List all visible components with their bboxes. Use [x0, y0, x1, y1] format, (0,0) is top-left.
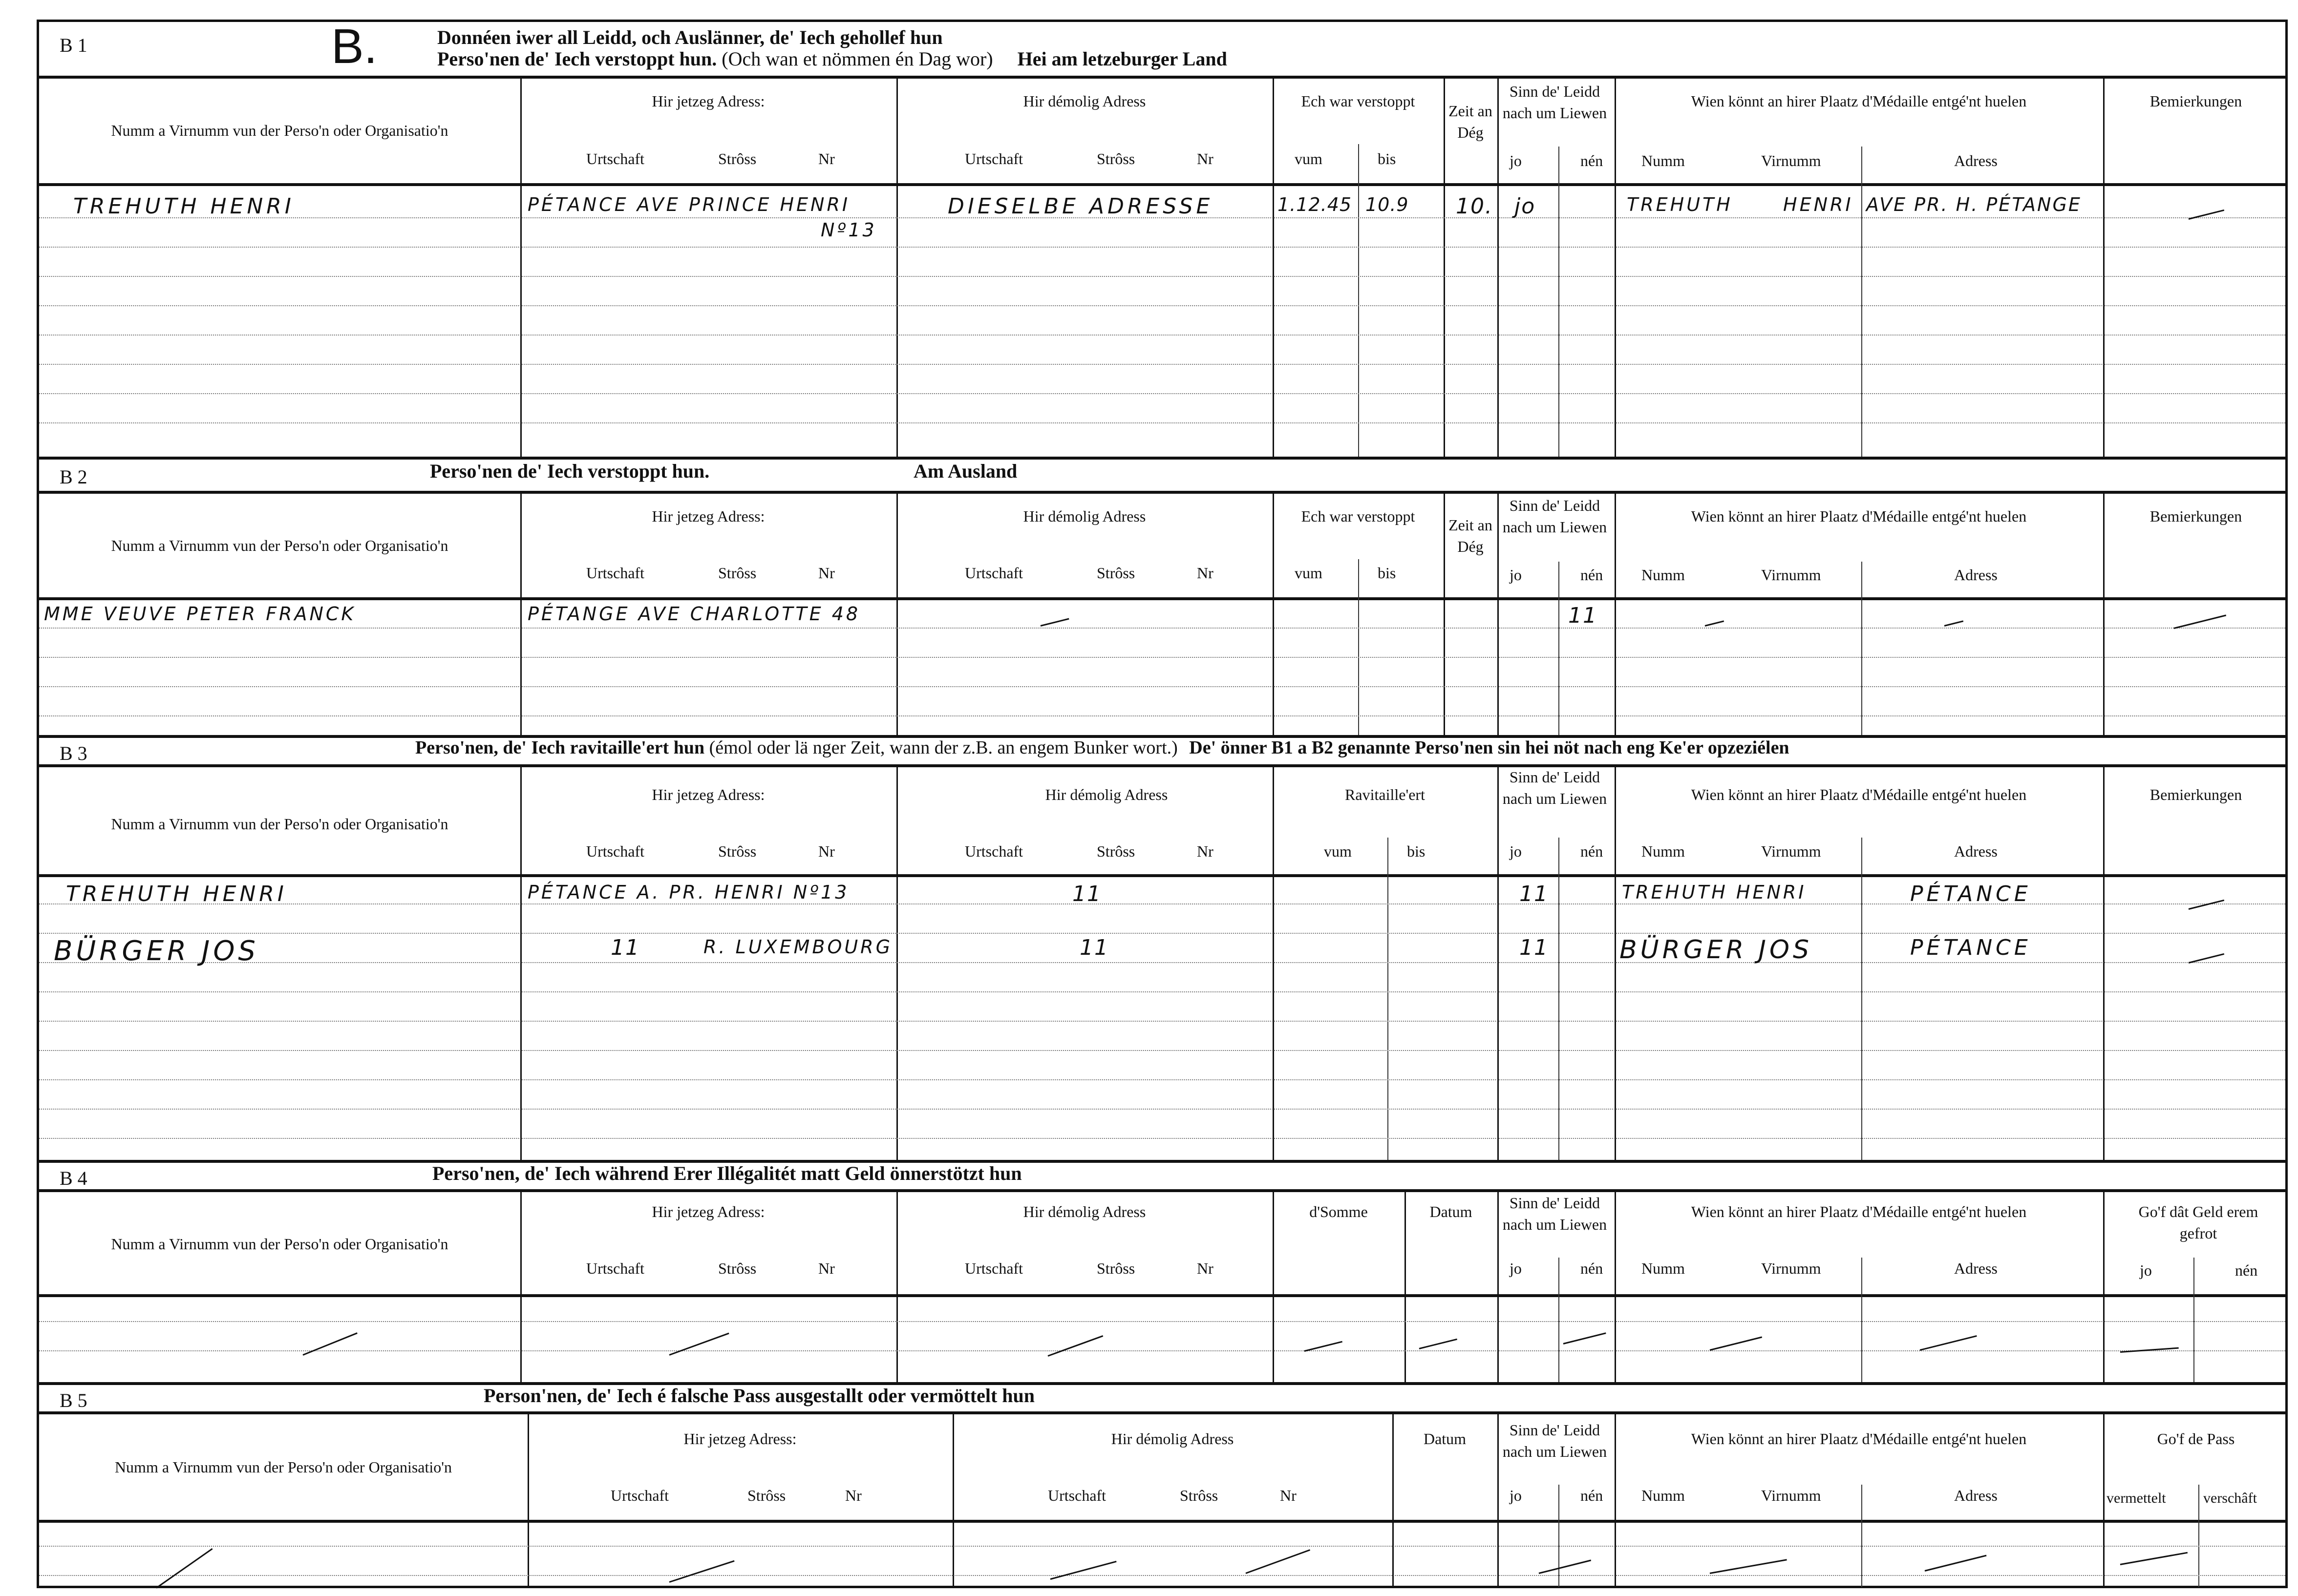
col-pass-given-header: Go'f de Pass [2157, 1430, 2235, 1448]
col-no-header: nén [2235, 1261, 2258, 1279]
cell-current-address-nr: Nº13 [821, 219, 877, 241]
cell-w-name: BÜRGER JOS [1619, 935, 1812, 965]
col-w-first-header: Virnumm [1761, 152, 1821, 169]
col-nr-header: Nr [1197, 564, 1213, 582]
cell-current-address: PÉTANCE A. PR. HENRI Nº13 [528, 882, 850, 903]
section-title: Perso'nen, de' Iech ravitaille'ert hun [415, 737, 705, 758]
col-days-header: Zeit an Dég [1448, 516, 1492, 555]
col-date-header: Datum [1429, 1203, 1472, 1220]
dash-mark [669, 1333, 729, 1356]
col-town-header: Urtschaft [611, 1487, 669, 1504]
dash-mark [1041, 618, 1069, 627]
cell-w-address: AVE PR. H. PÉTANGE [1866, 194, 2082, 215]
col-nr-header: Nr [1197, 150, 1213, 168]
section-title: Perso'nen, de' Iech während Erer Illégalitét matt Geld önnerstötzt hun [432, 1162, 1022, 1184]
section-title: Donnéen iwer all Leidd, och Auslänner, de' Iech gehollef hun [437, 26, 943, 48]
col-name-header: Numm a Virnumm vun der Perso'n oder Organisatio'n [111, 537, 448, 554]
section-title-line2 [437, 47, 1227, 70]
dash-mark [2174, 614, 2226, 629]
cell-name: MME VEUVE PETER FRANCK [44, 603, 356, 625]
col-nr-header: Nr [845, 1487, 862, 1504]
col-yes-header: jo [1510, 1260, 1522, 1277]
col-street-header: Strôss [1097, 842, 1135, 860]
col-street-header: Strôss [718, 150, 757, 168]
col-no-header: nén [1580, 842, 1603, 860]
col-current-address-header: Hir jetzeg Adress: [652, 92, 765, 110]
col-town-header: Urtschaft [1048, 1487, 1106, 1504]
col-w-name-header: Numm [1641, 152, 1685, 169]
col-w-first-header: Virnumm [1761, 1260, 1821, 1277]
col-former-address-header: Hir démolig Adress [1023, 92, 1146, 110]
dash-mark [669, 1560, 735, 1583]
col-supplied-header: Ravitaille'ert [1345, 786, 1425, 803]
col-former-address-header: Hir démolig Adress [1023, 507, 1146, 525]
col-town-header: Urtschaft [586, 150, 645, 168]
col-w-name-header: Numm [1641, 1260, 1685, 1277]
cell-current-address: PÉTANGE AVE CHARLOTTE 48 [528, 603, 861, 625]
col-sum-header: d'Somme [1309, 1203, 1368, 1220]
col-w-address-header: Adress [1954, 566, 1998, 584]
col-alive-header: Sinn de' Leidd nach um Liewen [1502, 768, 1607, 807]
cell-alive-yes: 11 [1519, 935, 1549, 960]
section-id: B 5 [60, 1389, 87, 1411]
col-no-header: nén [1580, 1260, 1603, 1277]
dash-mark [1920, 1335, 1977, 1351]
col-witness-header: Wien könnt an hirer Plaatz d'Médaille entgé'nt huelen [1691, 1430, 2027, 1448]
section-place: Hei am letzeburger Land [1017, 48, 1227, 70]
col-alive-header: Sinn de' Leidd nach um Liewen [1502, 1194, 1607, 1233]
cell-days: 10. [1456, 194, 1493, 219]
section-tail: De' önner B1 a B2 genannte Perso'nen sin hei nöt nach eng Ke'er opzeziélen [1189, 737, 1789, 758]
section-b1 [39, 19, 2285, 457]
col-hidden-header: Ech war verstoppt [1301, 92, 1415, 110]
cell-w-address: PÉTANCE [1910, 882, 2031, 906]
dash-mark [1710, 1336, 1762, 1351]
col-date-header: Datum [1423, 1430, 1467, 1448]
col-w-first-header: Virnumm [1761, 1487, 1821, 1504]
col-w-first-header: Virnumm [1761, 566, 1821, 584]
col-yes-header: jo [1510, 152, 1522, 169]
col-remarks-header: Bemierkungen [2149, 786, 2242, 803]
section-title-line [415, 737, 1789, 758]
section-id: B 4 [60, 1167, 87, 1189]
col-street-header: Strôss [718, 1260, 757, 1277]
cell-w-name: TREHUTH HENRI [1622, 882, 1807, 903]
col-town-header: Urtschaft [965, 564, 1023, 582]
col-street-header: Strôss [1097, 1260, 1135, 1277]
cell-w-first: HENRI [1783, 194, 1853, 215]
col-days-header: Zeit an Dég [1448, 102, 1492, 141]
cell-name: TREHUTH HENRI [66, 882, 287, 906]
dash-mark [1050, 1561, 1117, 1580]
col-current-address-header: Hir jetzeg Adress: [652, 1203, 765, 1220]
col-pass-made-header: verschâft [2203, 1490, 2257, 1506]
cell-former-address: 11 [1080, 935, 1109, 960]
col-from-header: vum [1324, 842, 1352, 860]
section-id: B 2 [60, 466, 87, 488]
col-nr-header: Nr [818, 564, 835, 582]
col-nr-header: Nr [818, 842, 835, 860]
col-to-header: bis [1378, 564, 1396, 582]
col-town-header: Urtschaft [586, 1260, 645, 1277]
dash-mark [1563, 1332, 1606, 1344]
col-yes-header: jo [1510, 842, 1522, 860]
col-witness-header: Wien könnt an hirer Plaatz d'Médaille entgé'nt huelen [1691, 786, 2027, 803]
col-from-header: vum [1295, 150, 1322, 168]
col-nr-header: Nr [818, 1260, 835, 1277]
col-former-address-header: Hir démolig Adress [1023, 1203, 1146, 1220]
dash-mark [1047, 1335, 1103, 1357]
cell-current-address-street: R. LUXEMBOURG [703, 936, 893, 958]
col-witness-header: Wien könnt an hirer Plaatz d'Médaille entgé'nt huelen [1691, 507, 2027, 525]
dash-mark [1419, 1339, 1457, 1349]
dash-mark [1925, 1555, 1987, 1572]
col-nr-header: Nr [1280, 1487, 1297, 1504]
section-id: B 1 [60, 34, 87, 56]
col-no-header: nén [1580, 1487, 1603, 1504]
col-alive-header: Sinn de' Leidd nach um Liewen [1502, 497, 1607, 536]
dash-mark [2120, 1552, 2188, 1565]
cell-from: 1.12.45 [1277, 194, 1352, 215]
col-street-header: Strôss [1097, 150, 1135, 168]
col-current-address-header: Hir jetzeg Adress: [652, 786, 765, 803]
section-b5 [39, 1382, 2285, 1587]
dash-mark [302, 1332, 357, 1356]
col-yes-header: jo [1510, 1487, 1522, 1504]
col-current-address-header: Hir jetzeg Adress: [683, 1430, 797, 1448]
section-id: B 3 [60, 742, 87, 764]
col-money-given-header: Go'f dât Geld erem gefrot [2138, 1203, 2258, 1242]
col-remarks-header: Bemierkungen [2149, 92, 2242, 110]
col-yes-header: jo [2140, 1261, 2152, 1279]
cell-former-address: 11 [1072, 882, 1102, 906]
cell-former-address: DIESELBE ADRESSE [948, 194, 1213, 219]
col-street-header: Strôss [718, 842, 757, 860]
col-w-address-header: Adress [1954, 842, 1998, 860]
col-w-address-header: Adress [1954, 152, 1998, 169]
col-witness-header: Wien könnt an hirer Plaatz d'Médaille entgé'nt huelen [1691, 92, 2027, 110]
cell-current-address-town: 11 [611, 935, 640, 960]
col-nr-header: Nr [1197, 1260, 1213, 1277]
col-nr-header: Nr [1197, 842, 1213, 860]
col-street-header: Strôss [747, 1487, 786, 1504]
col-w-name-header: Numm [1641, 1487, 1685, 1504]
col-w-name-header: Numm [1641, 566, 1685, 584]
dash-mark [1539, 1559, 1591, 1574]
cell-to: 10.9 [1365, 194, 1409, 215]
section-title: Perso'nen de' Iech verstoppt hun. [430, 460, 710, 482]
col-alive-header: Sinn de' Leidd nach um Liewen [1502, 83, 1607, 122]
col-town-header: Urtschaft [965, 842, 1023, 860]
dash-mark [1245, 1549, 1310, 1574]
col-remarks-header: Bemierkungen [2149, 507, 2242, 525]
section-b2 [39, 457, 2285, 735]
dash-mark [156, 1548, 213, 1589]
col-town-header: Urtschaft [965, 1260, 1023, 1277]
col-nr-header: Nr [818, 150, 835, 168]
col-town-header: Urtschaft [586, 842, 645, 860]
col-town-header: Urtschaft [586, 564, 645, 582]
cell-w-name: TREHUTH [1627, 194, 1733, 215]
section-place: Am Ausland [914, 460, 1018, 482]
col-alive-header: Sinn de' Leidd nach um Liewen [1502, 1421, 1607, 1460]
col-hidden-header: Ech war verstoppt [1301, 507, 1415, 525]
cell-current-address: PÉTANCE AVE PRINCE HENRI [528, 194, 851, 215]
dash-mark [1944, 620, 1964, 627]
col-no-header: nén [1580, 152, 1603, 169]
col-former-address-header: Hir démolig Adress [1045, 786, 1168, 803]
col-town-header: Urtschaft [965, 150, 1023, 168]
cell-name: TREHUTH HENRI [73, 194, 295, 219]
col-former-address-header: Hir démolig Adress [1111, 1430, 1234, 1448]
cell-w-address: PÉTANCE [1910, 935, 2031, 960]
col-w-address-header: Adress [1954, 1487, 1998, 1504]
col-current-address-header: Hir jetzeg Adress: [652, 507, 765, 525]
section-note: (émol oder lä nger Zeit, wann der z.B. an engem Bunker wort.) [709, 737, 1178, 758]
cell-alive-yes: jo [1514, 194, 1536, 219]
form-page [37, 20, 2288, 1588]
col-no-header: nén [1580, 566, 1603, 584]
section-title: Person'nen, de' Iech é falsche Pass ausgestallt oder vermöttelt hun [484, 1385, 1035, 1407]
section-b4 [39, 1160, 2285, 1382]
col-w-first-header: Virnumm [1761, 842, 1821, 860]
cell-alive-yes: 11 [1519, 882, 1549, 906]
col-name-header: Numm a Virnumm vun der Perso'n oder Organisatio'n [111, 1235, 448, 1253]
col-street-header: Strôss [718, 564, 757, 582]
col-yes-header: jo [1510, 566, 1522, 584]
col-name-header: Numm a Virnumm vun der Perso'n oder Organisatio'n [111, 122, 448, 139]
section-b3 [39, 735, 2285, 1160]
col-to-header: bis [1378, 150, 1396, 168]
col-to-header: bis [1407, 842, 1426, 860]
col-pass-mediated-header: vermettelt [2106, 1490, 2166, 1506]
col-street-header: Strôss [1097, 564, 1135, 582]
dash-mark [2189, 900, 2224, 910]
col-witness-header: Wien könnt an hirer Plaatz d'Médaille entgé'nt huelen [1691, 1203, 2027, 1220]
dash-mark [1705, 620, 1724, 627]
col-w-name-header: Numm [1641, 842, 1685, 860]
section-note: (Och wan et nömmen én Dag wor) [722, 48, 993, 70]
col-from-header: vum [1295, 564, 1322, 582]
dash-mark [1710, 1559, 1787, 1574]
cell-alive-no: 11 [1568, 603, 1597, 628]
section-title-text: Perso'nen de' Iech verstoppt hun. [437, 48, 717, 70]
col-street-header: Strôss [1180, 1487, 1218, 1504]
form-letter: B. [331, 19, 378, 74]
cell-name: BÜRGER JOS [54, 935, 259, 967]
col-name-header: Numm a Virnumm vun der Perso'n oder Organisatio'n [114, 1458, 452, 1476]
col-w-address-header: Adress [1954, 1260, 1998, 1277]
col-name-header: Numm a Virnumm vun der Perso'n oder Organisatio'n [111, 815, 448, 833]
